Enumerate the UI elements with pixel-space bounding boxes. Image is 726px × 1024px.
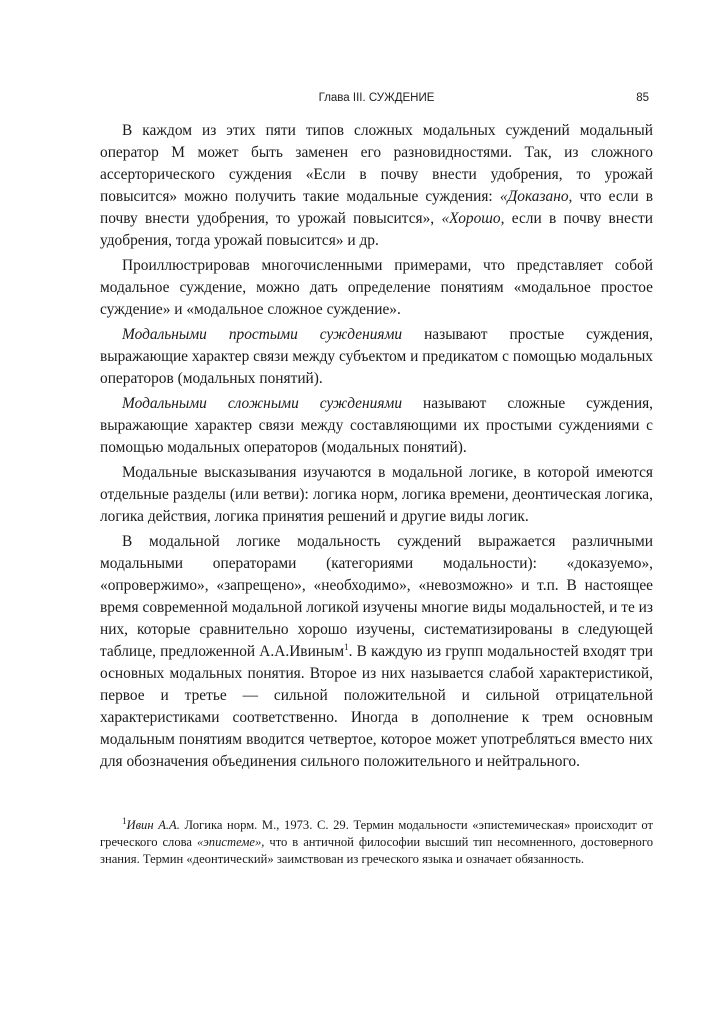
- chapter-title: Глава III. СУЖДЕНИЕ: [318, 92, 435, 104]
- paragraph-1-italic-b: «Хорошо,: [441, 210, 505, 227]
- footnote-text-b: , что в античной философии высший тип несомненного, достоверного знания. Термин «деонтический» заимствован из греческого языка и означает обязанность.: [100, 835, 654, 866]
- paragraph-1-text-a: В каждом из этих пяти типов сложных модальных суждений модальный оператор М может быть заменен его разновидностями. Так, из сложного ассерторического суждения «Если в почву внести удобрения, то урожай повысится» можно получить такие модальные суждения:: [100, 122, 653, 205]
- page-number: 85: [636, 92, 649, 104]
- paragraph-4: [100, 393, 653, 459]
- definition-text-complex: называют сложные суждения, выражающие характер связи между составляющими их простыми суждениями с помощью модальных операторов (модальных понятий).: [100, 395, 653, 456]
- footnotes: [100, 817, 653, 868]
- paragraph-1-italic-a: «Доказано,: [499, 188, 573, 205]
- definition-term-complex: Модальными сложными суждениями: [122, 395, 403, 412]
- footnote-1: [100, 817, 653, 868]
- paragraph-1-text-b: что если в почву внести удобрения, то урожай повысится»,: [100, 188, 653, 227]
- main-text: [100, 120, 653, 773]
- paragraph-3: [100, 324, 653, 390]
- footnote-reference: 1: [344, 641, 349, 652]
- paragraph-6-text: В модальной логике модальность суждений выражается различными модальными операторами (категориями модальности): «доказуемо», «опровержимо», «запрещено», «необходимо», «невозможно» и т.п. В настоящее время современной модальной логикой изучены многие виды модальностей, и те из них, которые сравнительно хорошо изучены, систематизированы в следующей таблице, предложенной А.А.Ивиным: [100, 533, 653, 660]
- running-header: [100, 92, 653, 108]
- footnote-greek-word: «эпистеме»: [196, 835, 262, 849]
- definition-term-simple: Модальными простыми суждениями: [122, 326, 403, 343]
- paragraph-1: [100, 120, 653, 252]
- footnote-marker: 1: [122, 815, 127, 826]
- definition-text-simple: называют простые суждения, выражающие характер связи между субъектом и предикатом с помощью модальных операторов (модальных понятий).: [100, 326, 653, 387]
- paragraph-2: Проиллюстрировав многочисленными примерами, что представляет собой модальное суждение, можно дать определение понятиям «модальное простое суждение» и «модальное сложное суждение».: [100, 257, 653, 318]
- footnote-text-a: Логика норм. М., 1973. С. 29. Термин модальности «эпистемическая» происходит от греческого слова: [100, 818, 654, 849]
- paragraph-6: [100, 531, 653, 773]
- paragraph-6-text-2: . В каждую из групп модальностей входят три основных модальных понятия. Второе из них называется слабой характеристикой, первое и третье — сильной положительной и сильной отрицательной характеристиками соответственно. Иногда в дополнение к трем основным модальным понятиям вводится четвертое, которое может употребляться вместо них для обозначения объединения сильного положительного и нейтрального.: [100, 643, 653, 770]
- footnote-author: Ивин А.А.: [126, 818, 180, 832]
- paragraph-5: Модальные высказывания изучаются в модальной логике, в которой имеются отдельные разделы (или ветви): логика норм, логика времени, деонтическая логика, логика действия, логика принятия решений и другие виды логик.: [100, 464, 653, 525]
- paragraph-1-text-c: если в почву внести удобрения, тогда урожай повысится» и др.: [100, 210, 654, 249]
